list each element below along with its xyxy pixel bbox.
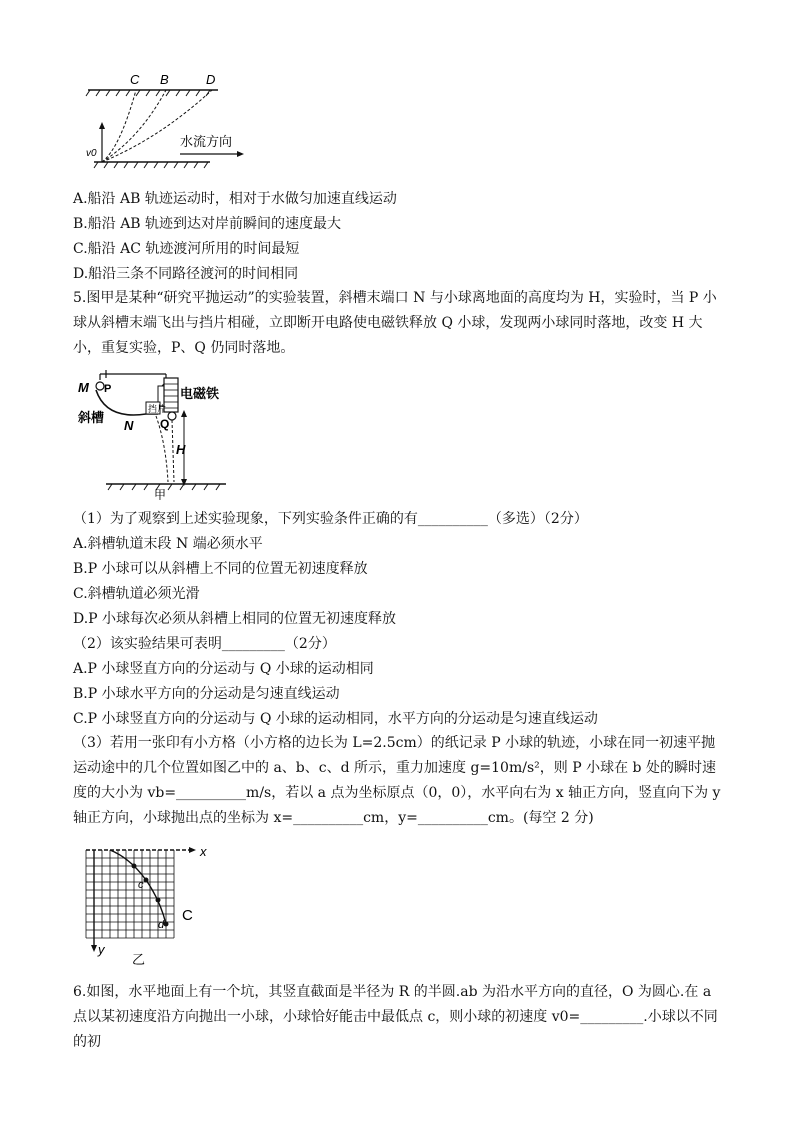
label-b: B: [160, 72, 169, 87]
figure-caption-yi: 乙: [132, 952, 146, 966]
q5-sub2-option-b: B.P 小球水平方向的分运动是匀速直线运动: [73, 686, 340, 702]
q5-sub1-option-c: C.斜槽轨道必须光滑: [73, 586, 200, 602]
label-d: D: [206, 72, 216, 87]
point-label-c: c: [138, 879, 144, 891]
q5-sub1-option-d: D.P 小球每次必须从斜槽上相同的位置无初速度释放: [73, 611, 397, 627]
label-c-upper: C: [182, 907, 193, 924]
figure-caption-jia: 甲: [154, 488, 167, 500]
label-m: M: [78, 380, 89, 395]
q5-sub1: （1）为了观察到上述实验现象，下列实验条件正确的有__________（多选）（2分）: [73, 511, 588, 527]
axis-label-x: x: [200, 844, 207, 859]
label-magnet: 电磁铁: [180, 386, 220, 401]
apparatus-figure: [76, 364, 256, 500]
q5-sub1-option-b: B.P 小球可以从斜槽上不同的位置无初速度释放: [73, 561, 368, 577]
river-crossing-figure: [80, 68, 270, 180]
q4-option-a: A.船沿 AB 轨迹运动时，相对于水做匀加速直线运动: [73, 191, 397, 207]
q6-text: 6.如图，水平地面上有一个坑，其竖直截面是半径为 R 的半圆.ab 为沿水平方向的直径，O 为圆心.在 a 点以某初速度沿方向抛出一小球，小球恰好能击中最低点 c，则小球的初速度 v0=_________.小球以不同的初: [73, 984, 718, 1050]
label-v0: v0: [86, 148, 97, 159]
q4-option-c: C.船沿 AC 轨迹渡河所用的时间最短: [73, 241, 300, 257]
label-c: C: [130, 72, 140, 87]
label-baffle: 挡片: [148, 404, 167, 414]
axis-label-y: y: [98, 942, 105, 957]
q5-sub1-option-a: A.斜槽轨道末段 N 端必须水平: [73, 536, 263, 552]
point-label-d: d: [158, 919, 165, 931]
label-n: N: [124, 418, 134, 433]
q4-option-d: D.船沿三条不同路径渡河的时间相同: [73, 266, 299, 282]
label-q: Q: [160, 417, 170, 431]
grid-figure: [76, 840, 226, 966]
q5-sub2-option-a: A.P 小球竖直方向的分运动与 Q 小球的运动相同: [73, 661, 374, 677]
q5-sub3: （3）若用一张印有小方格（小方格的边长为 L=2.5cm）的纸记录 P 小球的轨迹，小球在同一初速平抛运动途中的几个位置如图乙中的 a、b、c、d 所示，重力加速度 g=10m/s²，则 P 小球在 b 处的瞬时速度的大小为 vb=__________m/s，若以 a 点为坐标原点（0，0），水平向右为 x 轴正方向，竖直向下为 y 轴正方向，小球抛出点的坐标为 x=__________cm，y=__________cm。(每空 2 分): [73, 735, 721, 826]
label-slot: 斜槽: [78, 410, 105, 425]
q5-sub2-option-c: C.P 小球竖直方向的分运动与 Q 小球的运动相同，水平方向的分运动是匀速直线运动: [73, 711, 598, 727]
q4-option-b: B.船沿 AB 轨迹到达对岸前瞬间的速度最大: [73, 216, 342, 232]
label-flow: 水流方向: [180, 134, 233, 149]
label-p: P: [104, 383, 112, 395]
q5-stem: 5.图甲是某种“研究平抛运动”的实验装置，斜槽末端口 N 与小球离地面的高度均为 H，实验时，当 P 小球从斜槽末端飞出与挡片相碰，立即断开电路使电磁铁释放 Q 小球，发现两小球同时落地，改变 H 大小，重复实验，P、Q 仍同时落地。: [73, 290, 717, 356]
q5-sub2: （2）该实验结果可表明_________（2分）: [73, 636, 336, 652]
label-h: H: [176, 442, 186, 457]
